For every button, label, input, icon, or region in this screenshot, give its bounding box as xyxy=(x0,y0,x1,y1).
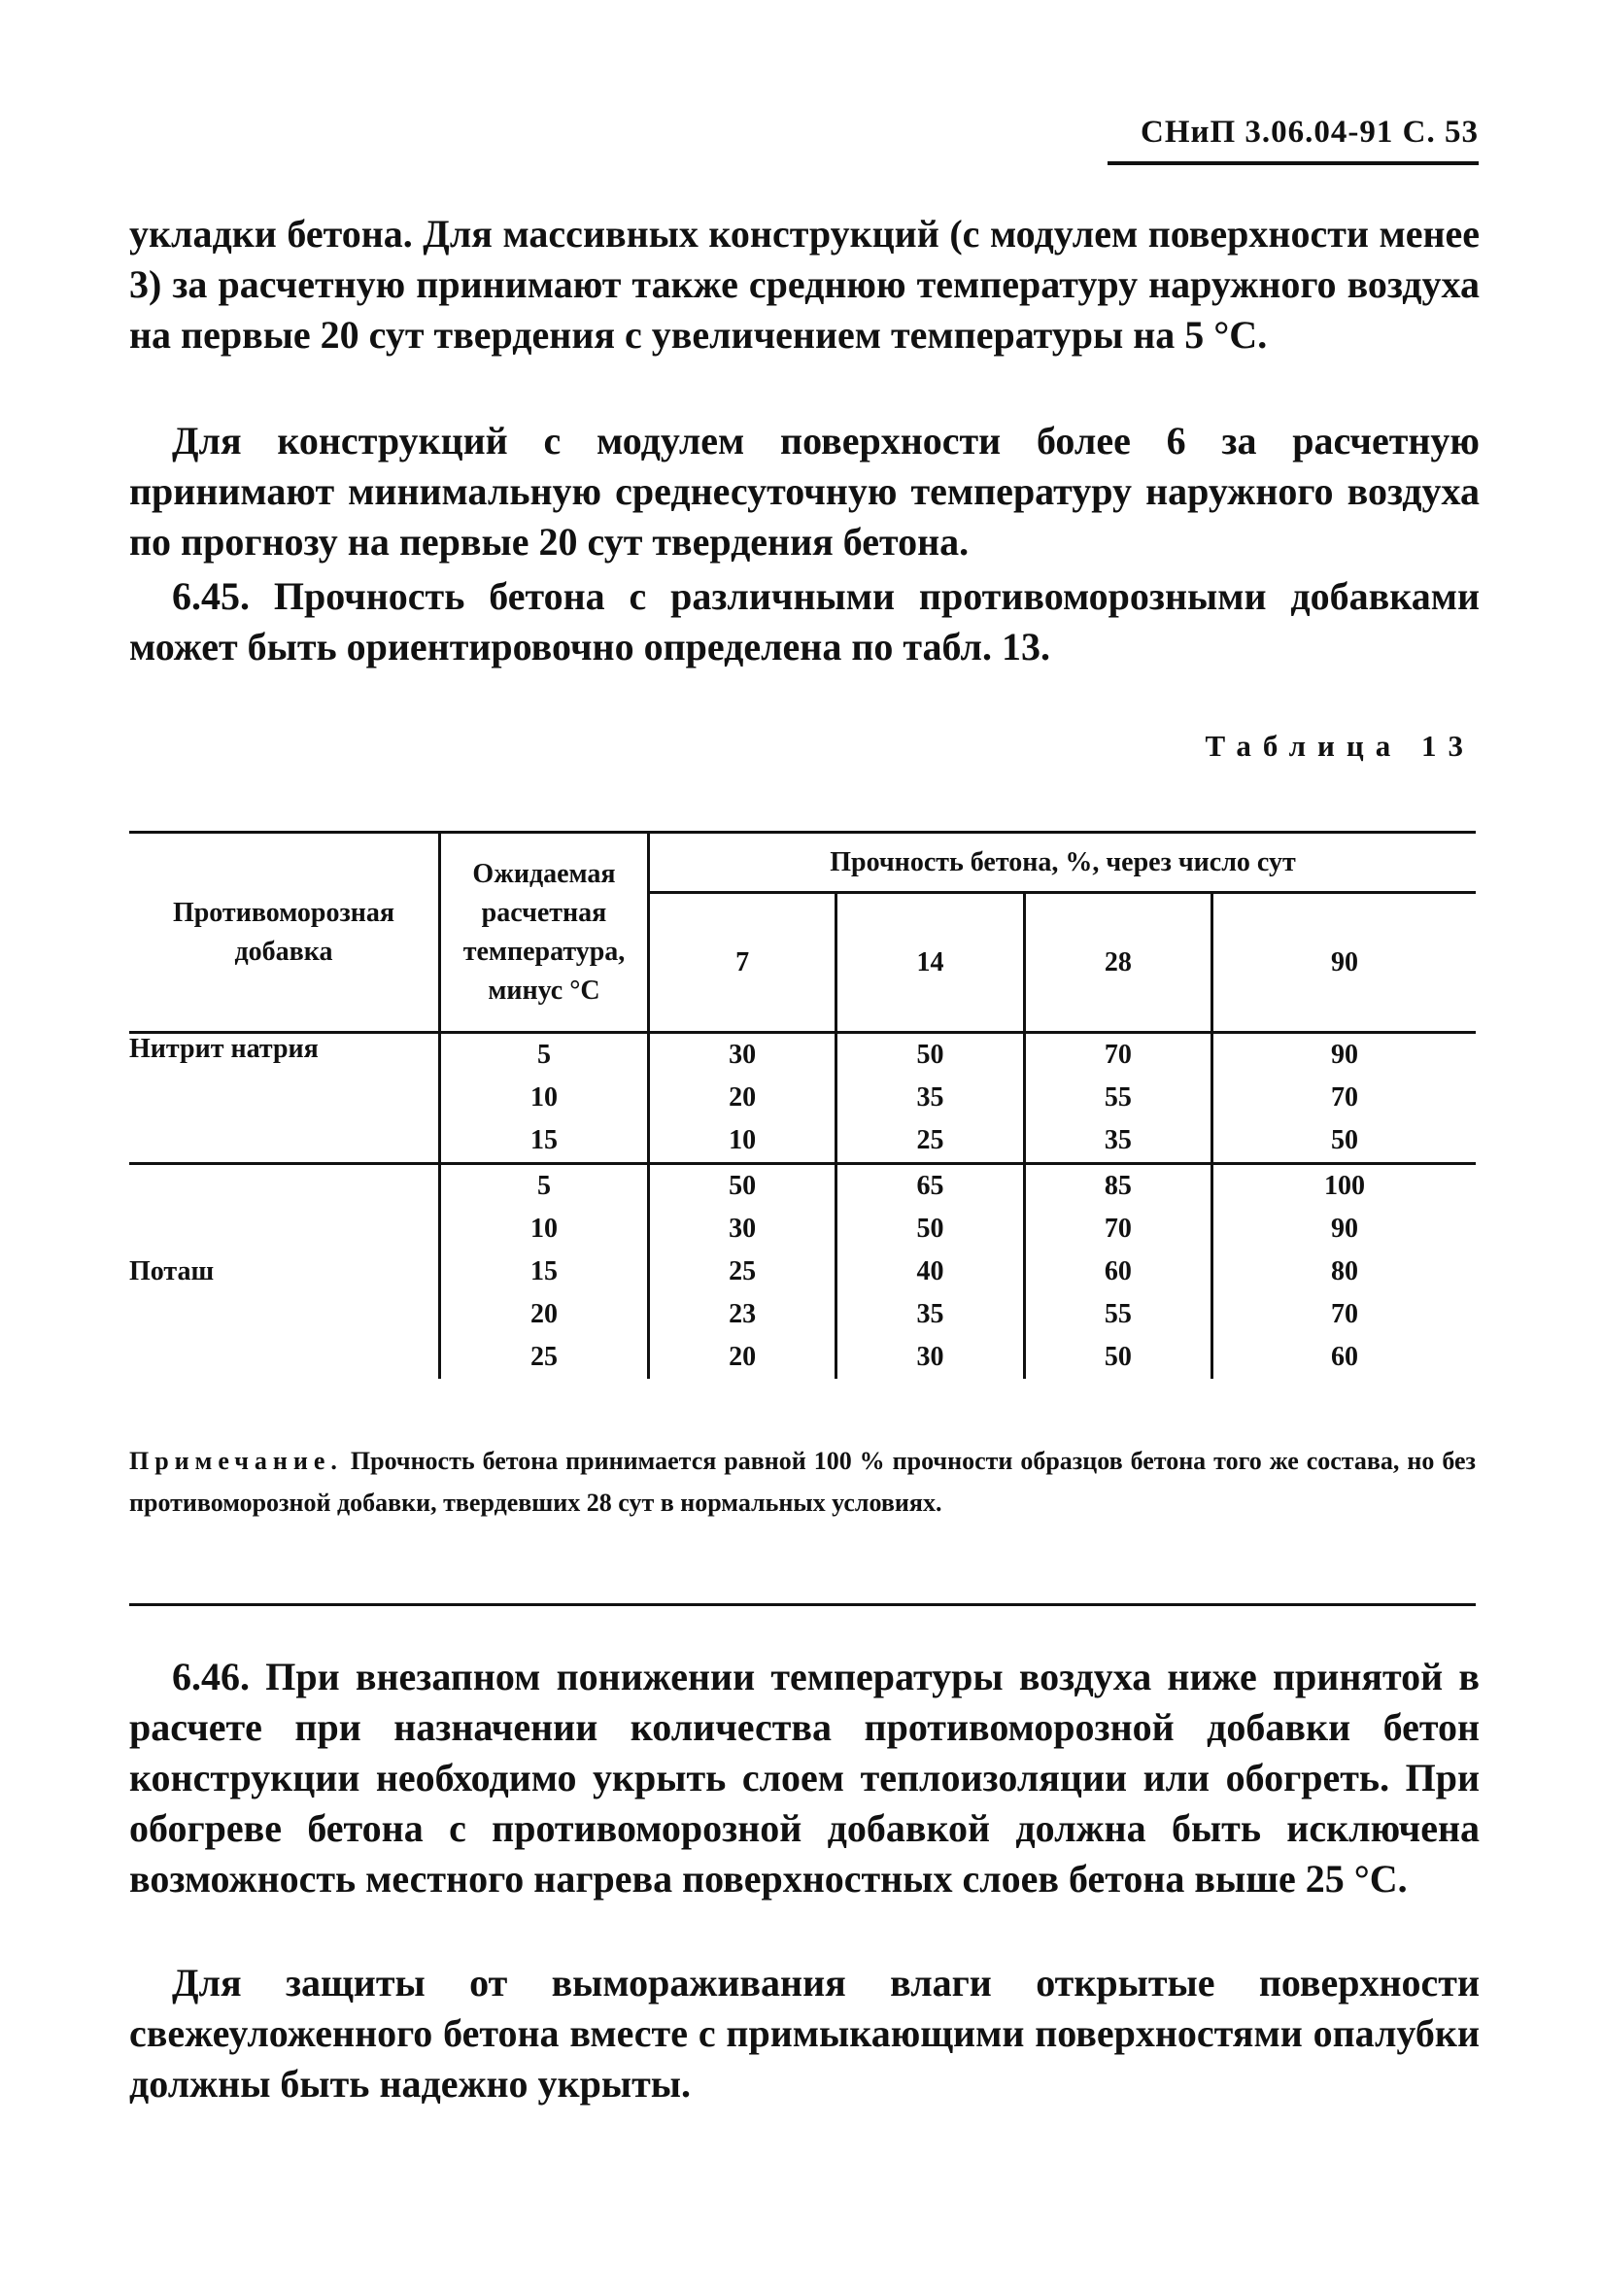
table-row xyxy=(129,1164,1476,1209)
cell-day-14: 30 xyxy=(836,1336,1024,1379)
additive-name-potash: Поташ xyxy=(129,1164,440,1380)
cell-day-14: 50 xyxy=(836,1033,1024,1078)
additive-name-sodium-nitrite: Нитрит натрия xyxy=(129,1033,440,1164)
table-header-row xyxy=(129,833,1476,893)
page-header: СНиП 3.06.04-91 С. 53 xyxy=(1140,115,1479,150)
cell-day-7: 20 xyxy=(649,1336,836,1379)
cell-day-90: 50 xyxy=(1331,1125,1359,1155)
cell-day-28: 35 xyxy=(1024,1119,1211,1164)
cell-temp: 10 xyxy=(440,1077,649,1119)
paragraph-2: Для конструкций с модулем поверхности более 6 за расчетную принимают минимальную среднесуточную температуру наружного воздуха по прогнозу на первые 20 сут твердения бетона. xyxy=(129,419,1480,564)
cell-day-90: 70 xyxy=(1331,1082,1359,1113)
cell-day-28: 60 xyxy=(1024,1251,1211,1293)
cell-day-7: 30 xyxy=(649,1033,836,1078)
cell-day-14: 65 xyxy=(836,1164,1024,1209)
cell-day-14: 35 xyxy=(836,1077,1024,1119)
cell-temp: 5 xyxy=(440,1033,649,1078)
cell-day-7: 23 xyxy=(649,1293,836,1336)
note-rule xyxy=(129,1603,1476,1606)
cell-day-14: 50 xyxy=(836,1208,1024,1251)
cell-temp: 15 xyxy=(440,1251,649,1293)
header-rule xyxy=(1108,161,1479,165)
cell-temp: 10 xyxy=(440,1208,649,1251)
paragraph-protection: Для защиты от вымораживания влаги открытые поверхности свежеуложенного бетона вместе с примыкающими поверхностями опалубки должны быть надежно укрыты. xyxy=(129,1961,1480,2106)
note-text: Прочность бетона принимается равной 100 % прочности образцов бетона того же состава, но без противоморозной добавки, твердевших 28 сут в нормальных условиях. xyxy=(129,1447,1476,1517)
cell-temp: 15 xyxy=(440,1119,649,1164)
cell-day-14: 25 xyxy=(836,1119,1024,1164)
cell-temp: 25 xyxy=(440,1336,649,1379)
cell-day-7: 20 xyxy=(649,1077,836,1119)
table-note xyxy=(129,1440,1476,1524)
cell-day-28: 55 xyxy=(1024,1077,1211,1119)
strength-table xyxy=(129,831,1476,1379)
cell-day-28: 50 xyxy=(1024,1336,1211,1379)
header-day-14: 14 xyxy=(836,893,1024,1033)
paragraph-6-46: 6.46. При внезапном понижении температуры воздуха ниже принятой в расчете при назначении количества противоморозной добавки бетон конструкции необходимо укрыть слоем теплоизоляции или обогреть. При обогреве бетона с противоморозной добавкой должна быть исключена возможность местного нагрева поверхностных слоев бетона выше 25 °С. xyxy=(129,1655,1480,1901)
header-temperature: Ожидаемая расчетная температура, минус °С xyxy=(440,833,649,1033)
cell-day-90: 70 xyxy=(1331,1299,1359,1329)
paragraph-1: укладки бетона. Для массивных конструкций (с модулем поверхности менее 3) за расчетную принимают также среднюю температуру наружного воздуха на первые 20 сут твердения с увеличением температуры на 5 °С. xyxy=(129,212,1480,357)
cell-day-90: 90 xyxy=(1331,1214,1359,1244)
cell-day-14: 35 xyxy=(836,1293,1024,1336)
header-additive: Противоморозная добавка xyxy=(129,833,440,1033)
cell-day-7: 50 xyxy=(649,1164,836,1209)
table-caption: Таблица 13 xyxy=(1205,729,1475,763)
cell-day-90: 90 xyxy=(1331,1040,1359,1070)
cell-day-7: 10 xyxy=(649,1119,836,1164)
cell-day-28: 70 xyxy=(1024,1033,1211,1078)
cell-day-28: 70 xyxy=(1024,1208,1211,1251)
cell-temp: 5 xyxy=(440,1164,649,1209)
cell-day-90: 60 xyxy=(1331,1342,1359,1372)
paragraph-6-45: 6.45. Прочность бетона с различными противоморозными добавками может быть ориентировочно определена по табл. 13. xyxy=(129,574,1480,668)
header-strength-group: Прочность бетона, %, через число сут xyxy=(649,833,1477,893)
cell-temp: 20 xyxy=(440,1293,649,1336)
cell-day-90: 100 xyxy=(1212,1164,1476,1209)
cell-day-90: 80 xyxy=(1331,1256,1359,1286)
cell-day-28: 85 xyxy=(1024,1164,1211,1209)
cell-day-14: 40 xyxy=(836,1251,1024,1293)
header-day-90: 90 xyxy=(1212,893,1476,1033)
table-row xyxy=(129,1033,1476,1078)
header-day-28: 28 xyxy=(1024,893,1211,1033)
header-day-7: 7 xyxy=(649,893,836,1033)
cell-day-28: 55 xyxy=(1024,1293,1211,1336)
note-label: Примечание. xyxy=(129,1447,343,1475)
cell-day-7: 25 xyxy=(649,1251,836,1293)
cell-day-7: 30 xyxy=(649,1208,836,1251)
